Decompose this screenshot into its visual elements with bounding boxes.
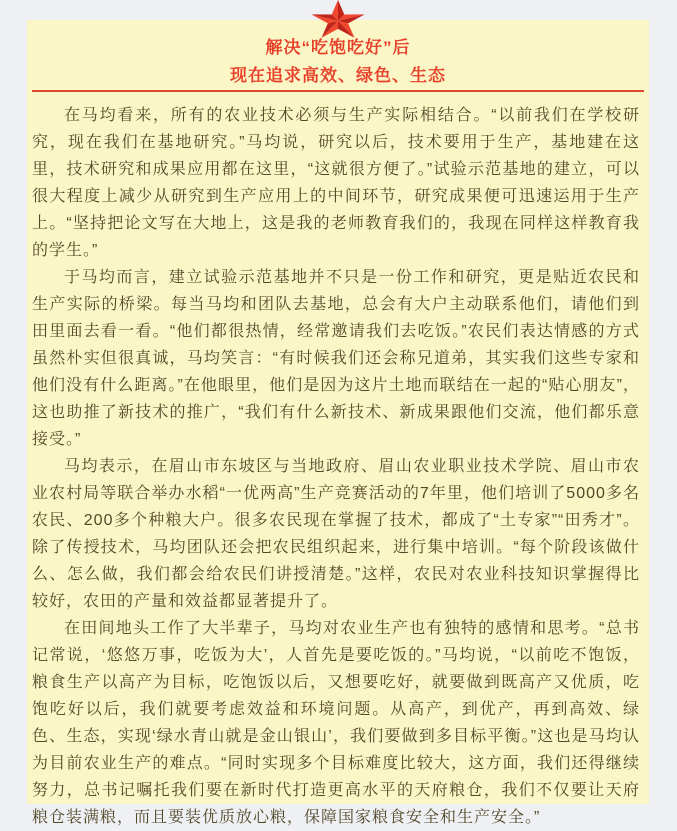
article-paragraph: 于马均而言，建立试验示范基地并不只是一份工作和研究，更是贴近农民和生产实际的桥梁。每当马均和团队去基地，总会有大户主动联系他们，请他们到田里面去看一看。“他们都很热情，经常邀请我们去吃饭。”农民们表达情感的方式虽然朴实但很真诚，马均笑言：“有时候我们还会称兄道弟，其实我们这些专家和他们没有什么距离。”在他眼里，他们是因为这片土地而联结在一起的“贴心朋友”，这也助推了新技术的推广，“我们有什么新技术、新成果跟他们交流，他们都乐意接受。” — [32, 269, 640, 448]
red-star-icon — [310, 0, 366, 38]
article-paragraph: 在马均看来，所有的农业技术必须与生产实际相结合。“以前我们在学校研究，现在我们在基地研究。”马均说，研究以后，技术要用于生产，基地建在这里，技术研究和成果应用都在这里，“这就很方便了。”试验示范基地的建立，可以很大程度上减少从研究到生产应用上的中间环节，研究成果便可迅速运用于生产上。“坚持把论文写在大地上，这是我的老师教育我们的，我现在同样这样教育我的学生。” — [32, 107, 640, 259]
article-title-line2: 现在追求高效、绿色、生态 — [230, 66, 446, 85]
article-body — [27, 92, 649, 831]
article-paragraph: 马均表示，在眉山市东坡区与当地政府、眉山农业职业技术学院、眉山市农业农村局等联合举办水稻“一优两高”生产竞赛活动的7年里，他们培训了5000多名农民、200多个种粮大户。很多农民现在掌握了技术，都成了“土专家”“田秀才”。除了传授技术，马均团队还会把农民组织起来，进行集中培训。“每个阶段该做什么、怎么做，我们都会给农民们讲授清楚。”这样，农民对农业科技知识掌握得比较好，农田的产量和效益都显著提升了。 — [32, 458, 640, 610]
article-paragraph: 在田间地头工作了大半辈子，马均对农业生产也有独特的感情和思考。“总书记常说，‘悠悠万事，吃饭为大’，人首先是要吃饭的。”马均说，“以前吃不饱饭，粮食生产以高产为目标，吃饱饭以后，又想要吃好，就要做到既高产又优质，吃饱吃好以后，我们就要考虑效益和环境问题。从高产，到优产，再到高效、绿色、生态，实现‘绿水青山就是金山银山’，我们要做到多目标平衡。”这也是马均认为目前农业生产的难点。“同时实现多个目标难度比较大，这方面，我们还得继续努力，总书记嘱托我们要在新时代打造更高水平的天府粮仓，我们不仅要让天府粮仓装满粮，而且要装优质放心粮，保障国家粮食安全和生产安全。” — [32, 620, 640, 826]
article-title-line1: 解决“吃饱吃好”后 — [265, 38, 411, 57]
article-card — [27, 20, 649, 826]
